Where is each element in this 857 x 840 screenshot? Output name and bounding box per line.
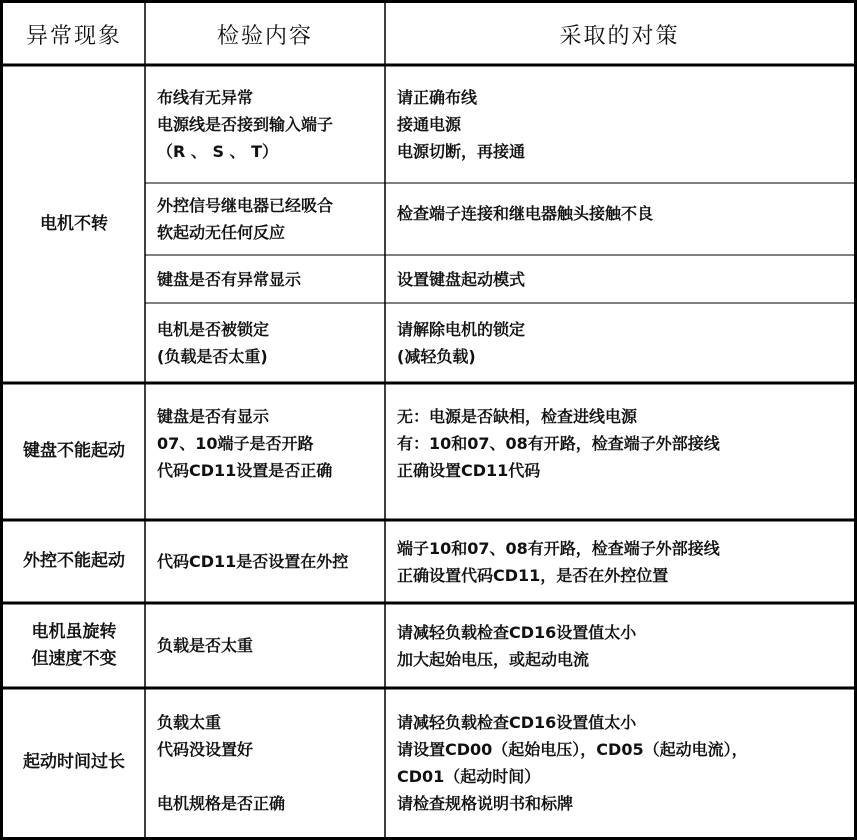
check-cell-3: [145, 520, 385, 603]
measure-line: 有：10和07、08有开路，检查端子外部接线: [397, 433, 720, 453]
header-symptom: [3, 3, 145, 65]
measure-cell-3: [385, 520, 854, 603]
check-cell-1c: [145, 255, 385, 303]
check-line: 代码CD11是否设置在外控: [157, 552, 349, 571]
measure-line: CD01（起动时间）: [397, 766, 541, 786]
header-symptom-label: 异常现象: [25, 23, 122, 49]
symptom-start-too-long: [3, 688, 145, 837]
check-cell-4: [145, 603, 385, 688]
symptom-text: 起动时间过长: [23, 752, 125, 772]
check-line: 键盘是否有异常显示: [157, 269, 302, 289]
check-cell-1b: [145, 183, 385, 255]
header-check: [145, 3, 385, 65]
check-line: 电机规格是否正确: [157, 793, 286, 813]
measure-cell-1d: [385, 303, 854, 383]
check-line: （R 、 S 、 T）: [157, 141, 279, 161]
check-line: 代码CD11设置是否正确: [157, 460, 333, 480]
measure-line: 正确设置CD11代码: [397, 460, 541, 480]
check-line: 07、10端子是否开路: [157, 433, 314, 453]
measure-cell-4: [385, 603, 854, 688]
check-line: (负载是否太重): [157, 347, 268, 366]
symptom-text: 但速度不变: [31, 648, 117, 669]
check-line: 负载太重: [157, 712, 222, 732]
check-cell-2: [145, 383, 385, 503]
measure-cell-1a: [385, 65, 854, 183]
check-line: 外控信号继电器已经吸合: [157, 196, 334, 215]
measure-line: 设置键盘起动模式: [397, 269, 526, 289]
check-line: 键盘是否有显示: [157, 406, 270, 426]
symptom-text: 电机不转: [40, 213, 108, 234]
symptom-text: 电机虽旋转: [31, 621, 117, 642]
measure-cell-5: [385, 688, 854, 837]
header-check-label: 检验内容: [216, 23, 313, 49]
check-line: 电源线是否接到输入端子: [157, 114, 334, 134]
check-line: 负载是否太重: [157, 636, 254, 655]
measure-line: 加大起始电压，或起动电流: [397, 649, 590, 669]
measure-line: 请检查规格说明书和标牌: [397, 793, 574, 813]
measure-line: 请减轻负载检查CD16设置值太小: [397, 712, 637, 732]
measure-cell-2: [385, 383, 854, 503]
measure-cell-1b: [385, 183, 854, 243]
header-measure: [385, 3, 854, 65]
symptom-motor-not-running: [3, 65, 145, 383]
measure-cell-1c: [385, 255, 854, 303]
measure-line: 请减轻负载检查CD16设置值太小: [397, 622, 637, 642]
measure-line: 无：电源是否缺相，检查进线电源: [397, 406, 638, 426]
header-measure-label: 采取的对策: [559, 23, 680, 49]
measure-line: 检查端子连接和继电器触头接触不良: [397, 203, 654, 223]
measure-line: 请设置CD00（起始电压），CD05（起动电流），: [397, 739, 748, 759]
measure-line: (减轻负载): [397, 347, 476, 366]
symptom-text: 键盘不能起动: [23, 441, 125, 461]
measure-line: 接通电源: [397, 114, 462, 134]
measure-line: 电源切断，再接通: [397, 141, 526, 161]
check-line: 布线有无异常: [157, 87, 254, 107]
check-cell-1a: [145, 65, 385, 183]
measure-line: 请解除电机的锁定: [397, 320, 526, 339]
check-line: 代码没设置好: [157, 739, 254, 759]
check-cell-1d: [145, 303, 385, 383]
symptom-speed-unchanged: [3, 603, 145, 688]
symptom-text: 外控不能起动: [23, 551, 125, 571]
check-cell-5: [145, 688, 385, 837]
measure-line: 端子10和07、08有开路，检查端子外部接线: [397, 538, 720, 558]
measure-line: 请正确布线: [397, 87, 478, 107]
symptom-external-cannot-start: [3, 520, 145, 603]
check-spacer: [157, 763, 385, 790]
measure-line: 正确设置代码CD11，是否在外控位置: [397, 565, 669, 585]
symptom-keypad-cannot-start: [3, 383, 145, 520]
check-line: 软起动无任何反应: [157, 223, 286, 242]
check-line: 电机是否被锁定: [157, 320, 270, 339]
